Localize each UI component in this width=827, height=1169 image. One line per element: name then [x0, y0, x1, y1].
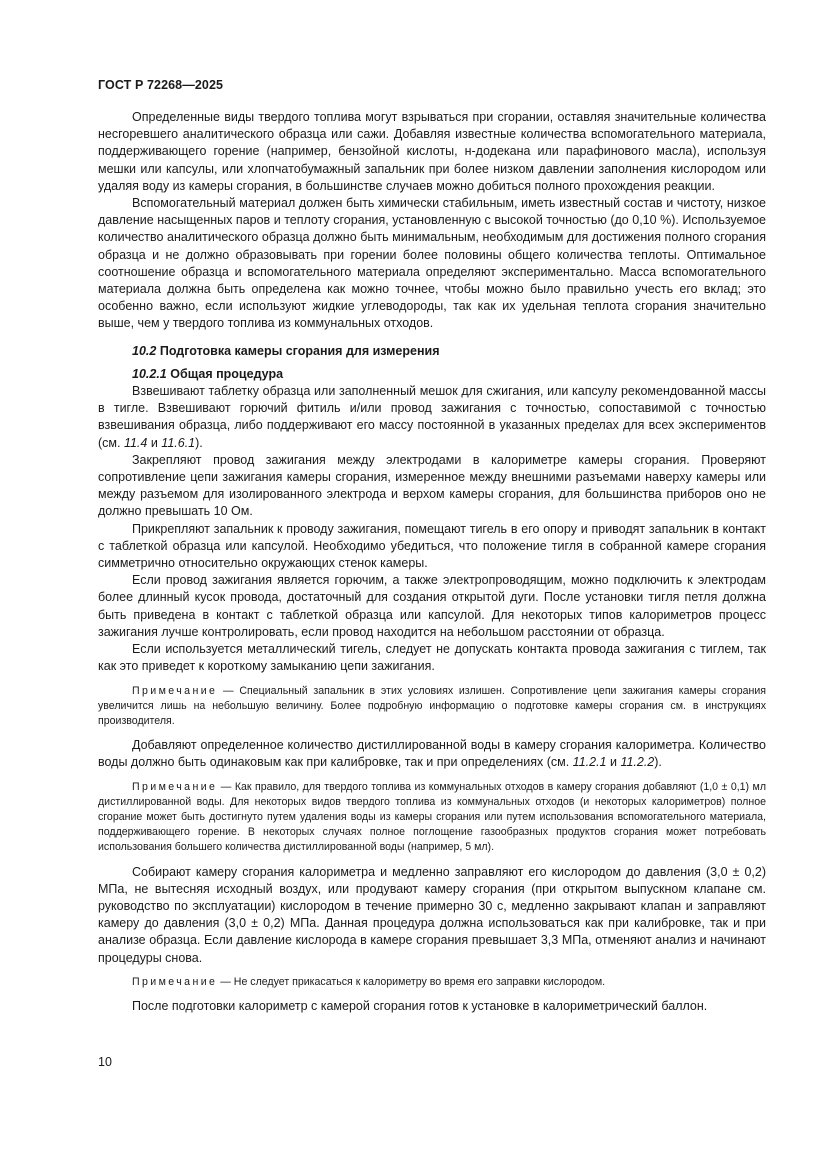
paragraph-text: ).	[654, 755, 662, 770]
paragraph-text: Взвешивают таблетку образца или заполненный мешок для сжигания, или капсулу рекомендованной массы в тигле. Взвешивают горючий фитиль и/или провод зажигания с точностью, сопоставимой с точностью взвешивания образца, либо поддерживают его массу постоянной в указанных пределах для всех экспериментов (см.	[98, 384, 766, 450]
note	[98, 975, 766, 990]
section-heading-10-2-1	[98, 366, 766, 383]
document-header: ГОСТ Р 72268—2025	[98, 78, 224, 92]
page-number: 10	[98, 1055, 112, 1069]
paragraph: Закрепляют провод зажигания между электродами в калориметре камеры сгорания. Проверяют сопротивление цепи зажигания камеры сгорания, измеренное между внешними разъемами наверху камеры или между разъемом для изолированного электрода и верхом камеры сгорания, для большинства приборов оно не должно превышать 10 Ом.	[98, 452, 766, 519]
paragraph-text: и	[606, 755, 621, 770]
paragraph-text: ).	[195, 435, 203, 450]
paragraph: Вспомогательный материал должен быть химически стабильным, иметь известный состав и чистоту, низкое давление насыщенных паров и теплоту сгорания, установленную с высокой точностью (до 0,10 %). Используемое количество аналитического образца должно быть минимальным, необходимым для достижения полного сгорания образца и не должно образовывать при горении более половины общего количества теплоты. Оптимальное соотношение образца и вспомогательного материала определяют экспериментально. Масса вспомогательного материала должна быть определена как можно точнее, чтобы можно было правильно учесть его вклад; это особенно важно, если используют жидкие углеводороды, так как их удельная теплота сгорания значительно выше, чем у твердого топлива из коммунальных отходов.	[98, 196, 766, 331]
note-label: Примечание	[132, 684, 218, 697]
paragraph: Прикрепляют запальник к проводу зажигания, помещают тигель в его опору и приводят запальник в контакт с таблеткой образца или капсулой. Необходимо убедиться, что положение тигля в собранной камере сгорания симметрично относительно окружающих стенок камеры.	[98, 521, 766, 571]
paragraph-text: Добавляют определенное количество дистиллированной воды в камеру сгорания калориметра. Количество воды должно быть одинаковым как при калибровке, так и при определениях (см.	[98, 738, 766, 770]
note-text: — Специальный запальник в этих условиях излишен. Сопротивление цепи зажигания камеры сгорания увеличится лишь на небольшую величину. Более подробную информацию о подготовке камеры сгорания см. в инструкциях производителя.	[98, 684, 766, 727]
note	[98, 684, 766, 730]
paragraph	[98, 737, 766, 771]
clause-reference: 11.2.2	[620, 755, 655, 770]
section-number: 10.2	[132, 343, 157, 358]
paragraph: Определенные виды твердого топлива могут взрываться при сгорании, оставляя значительные количества несгоревшего аналитического образца или сажи. Добавляя известные количества вспомогательного материала, поддерживающего горение (например, бензойной кислоты, н-додекана или парафинового масла), используя мешки или капсулы, или хлопчатобумажный запальник при более низком давлении заполнения кислородом или удаляя воду из камеры сгорания, в большинстве случаев можно добиться полного прохождения реакции.	[98, 110, 766, 193]
section-title: Общая процедура	[170, 366, 284, 381]
paragraph	[98, 383, 766, 452]
section-title: Подготовка камеры сгорания для измерения	[159, 343, 440, 358]
section-number: 10.2.1	[132, 366, 167, 381]
note	[98, 780, 766, 856]
clause-reference: 11.2.1	[572, 755, 607, 770]
paragraph: После подготовки калориметр с камерой сгорания готов к установке в калориметрический баллон.	[132, 998, 708, 1013]
note-label: Примечание	[132, 975, 218, 988]
note-label: Примечание	[132, 780, 218, 793]
page-content	[98, 109, 766, 1015]
note-text: — Как правило, для твердого топлива из коммунальных отходов в камеру сгорания добавляют (1,0 ± 0,1) мл дистиллированной воды. Для некоторых видов твердого топлива из коммунальных отходов (и некоторых калориметров) полное сгорание может быть достигнуто путем удаления воды из камеры сгорания или путем использования вспомогательного материала, поддерживающего горение. В некоторых случаях полное поглощение газообразных продуктов сгорания может потребовать использования большего количества дистиллированной воды (например, 5 мл).	[98, 780, 766, 854]
clause-reference: 11.6.1	[161, 435, 196, 450]
section-heading-10-2	[98, 343, 766, 360]
note-text: — Не следует прикасаться к калориметру во время его заправки кислородом.	[217, 975, 606, 988]
paragraph: Если провод зажигания является горючим, а также электропроводящим, можно подключить к электродам более длинный кусок провода, достаточный для создания открытой дуги. После установки тигля петля должна быть приведена в контакт с таблеткой образца или капсулой. Для некоторых типов калориметров процесс зажигания лучше контролировать, если провод находится на небольшом расстоянии от образца.	[98, 573, 766, 639]
paragraph-text: и	[147, 435, 162, 450]
clause-reference: 11.4	[123, 435, 148, 450]
paragraph: Если используется металлический тигель, следует не допускать контакта провода зажигания с тиглем, так как это приведет к короткому замыканию цепи зажигания.	[98, 642, 766, 674]
paragraph: Собирают камеру сгорания калориметра и медленно заправляют его кислородом до давления (3,0 ± 0,2) МПа, не вытесняя исходный воздух, или продувают камеру сгорания (при открытом выпускном клапане см. руководство по эксплуатации) кислородом в течение примерно 30 с, медленно закрывают клапан и заправляют камеру до давления (3,0 ± 0,2) МПа. Данная процедура должна использоваться как при калибровке, так и при анализе образца. Если давление кислорода в камере сгорания превышает 3,3 МПа, отменяют анализ и начинают процедуры снова.	[98, 864, 766, 965]
